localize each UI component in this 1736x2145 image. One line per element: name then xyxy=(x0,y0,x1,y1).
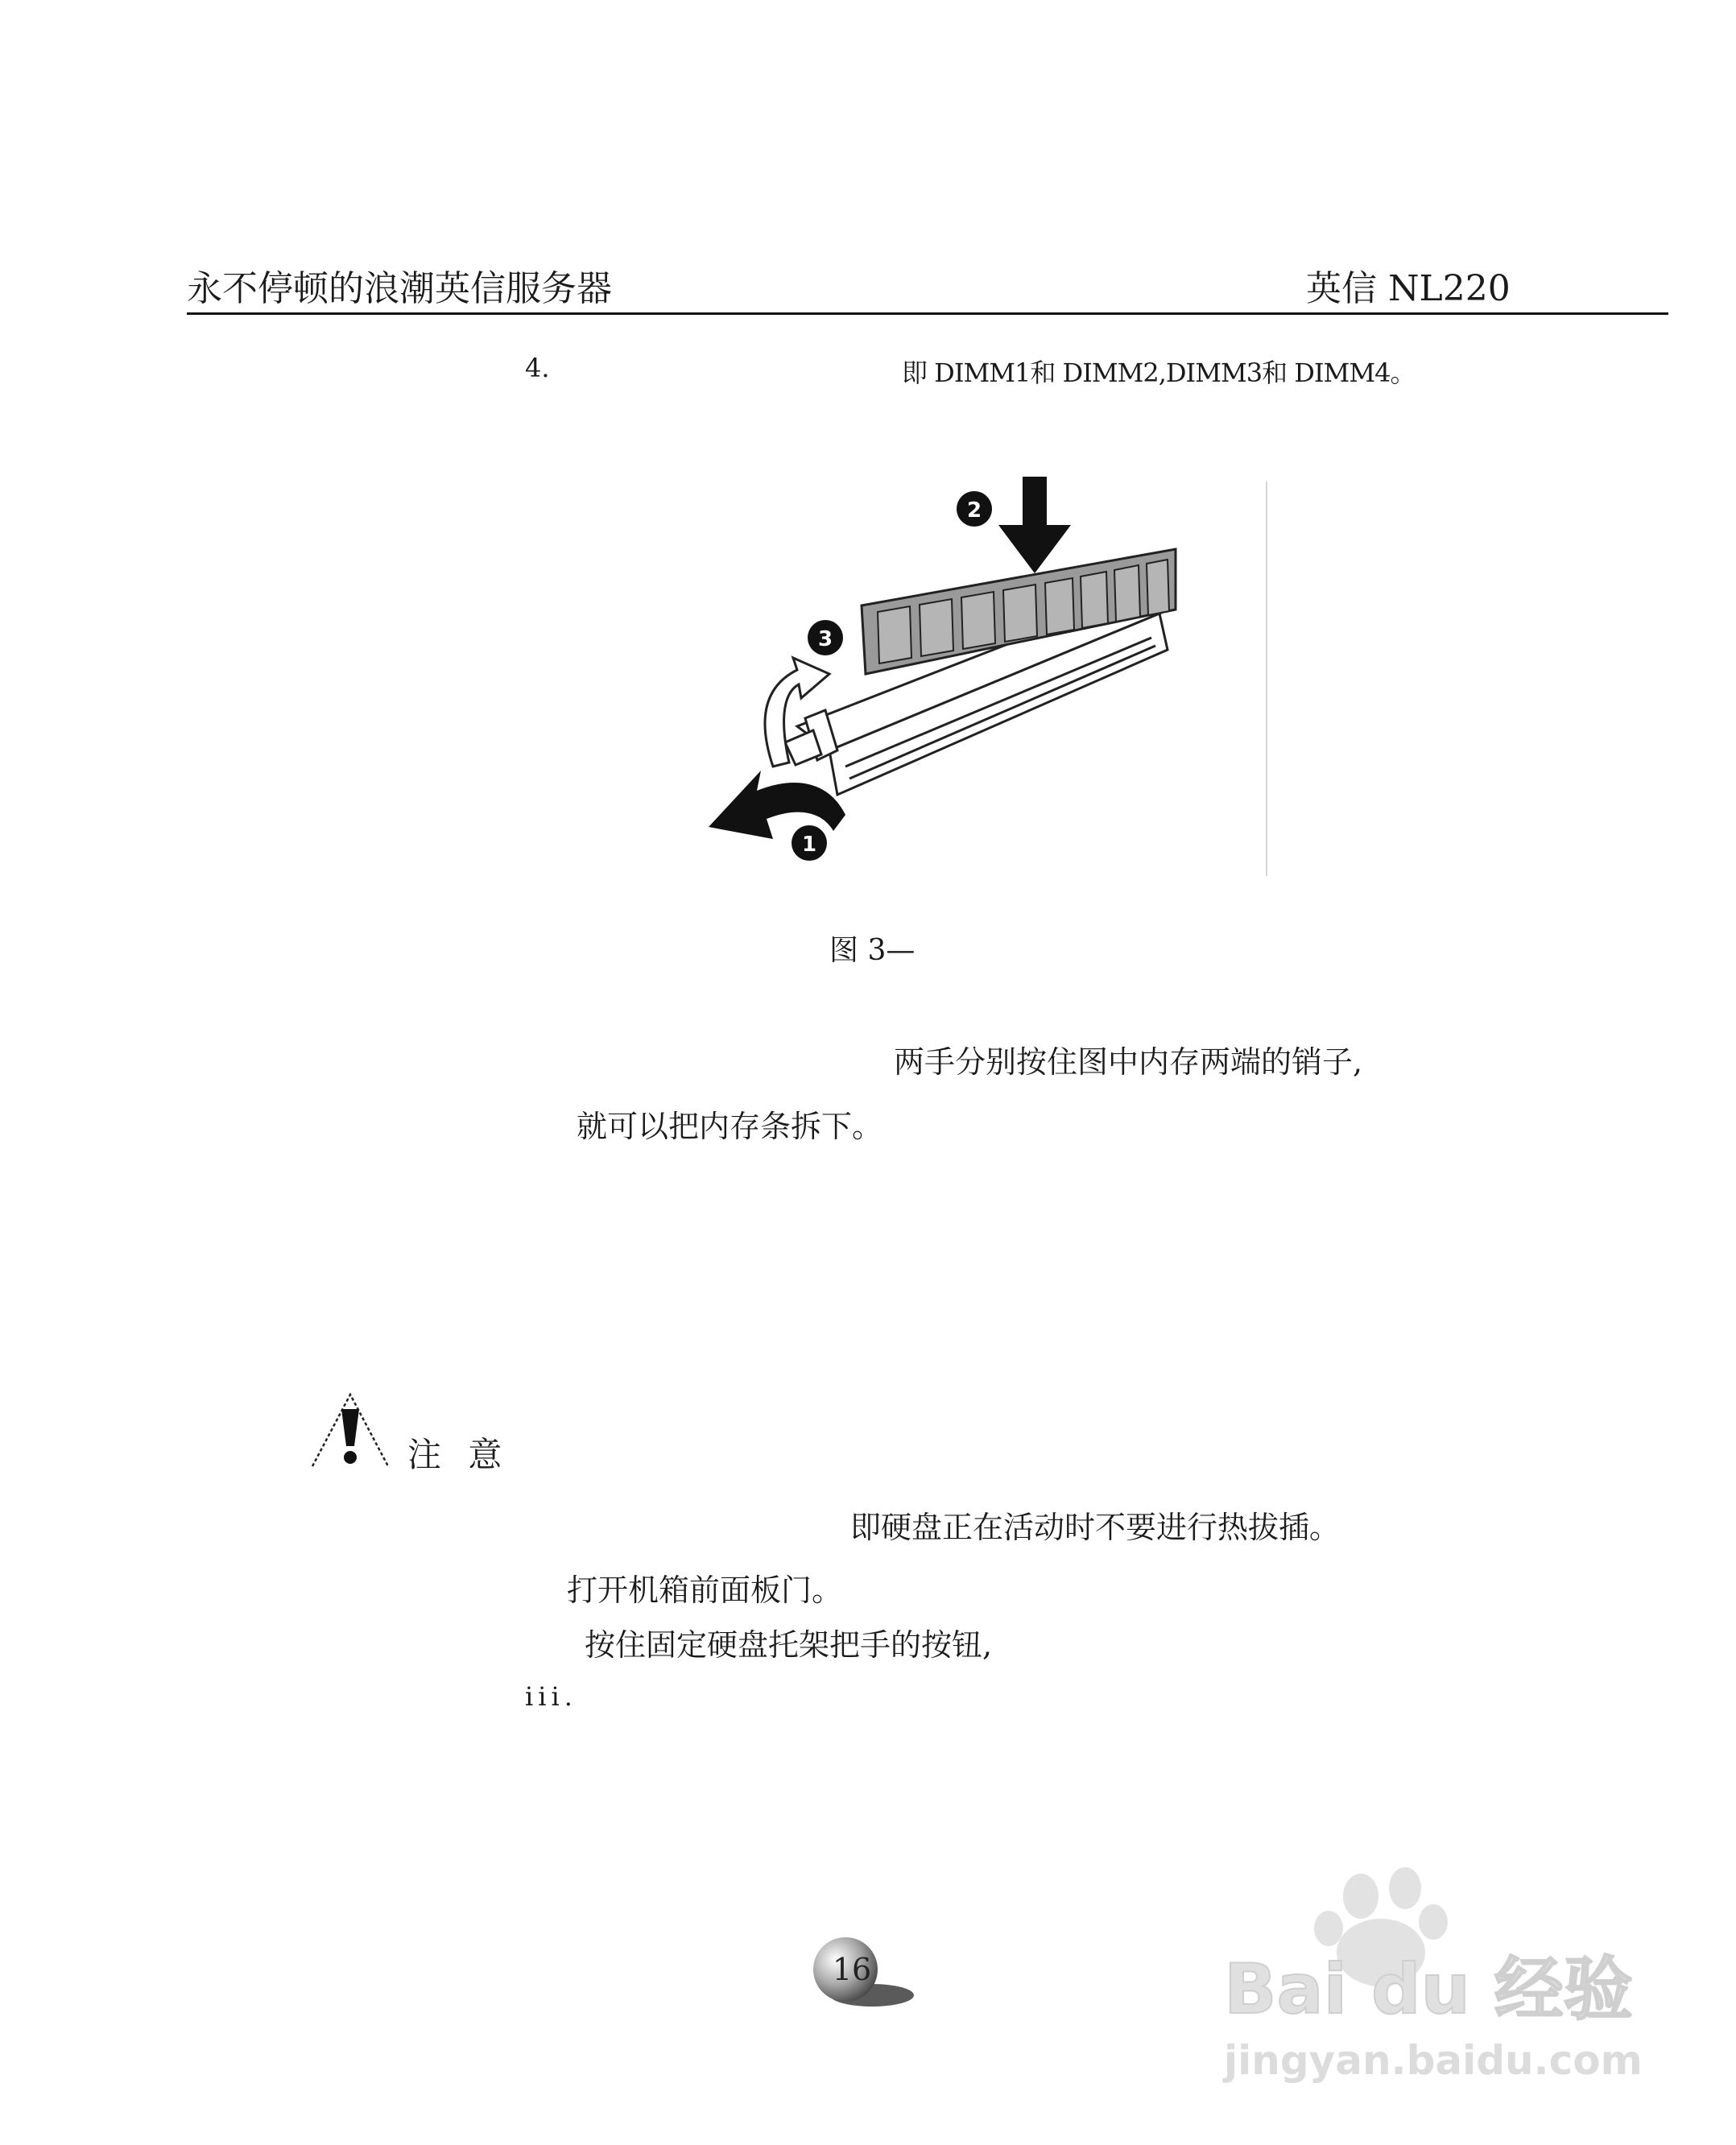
figure-divider xyxy=(1266,481,1267,876)
notice-line-3: 按住固定硬盘托架把手的按钮, xyxy=(585,1627,993,1663)
dimm-install-illustration xyxy=(709,477,1272,879)
figure-caption: 图 3— xyxy=(829,934,916,967)
paragraph-2: 就可以把内存条拆下。 xyxy=(577,1109,883,1144)
svg-text:Bai du 经验: Bai du 经验 xyxy=(1224,1949,1633,2030)
arrow-down-icon xyxy=(998,477,1071,573)
arrow-curved-left-icon xyxy=(709,771,845,839)
notice-line-1: 即硬盘正在活动时不要进行热拔插。 xyxy=(850,1510,1341,1545)
notice-label: 注 意 xyxy=(407,1435,510,1474)
step-number: 4. xyxy=(525,353,550,383)
svg-text:1: 1 xyxy=(801,833,817,857)
notice-line-4: iii. xyxy=(525,1681,577,1712)
notice-line-2: 打开机箱前面板门。 xyxy=(567,1573,843,1608)
header-title-left: 永不停顿的浪潮英信服务器 xyxy=(187,268,612,309)
step-text: 即 DIMM1和 DIMM2,DIMM3和 DIMM4。 xyxy=(902,358,1416,388)
svg-text:3: 3 xyxy=(817,627,833,651)
header-title-right: 英信 NL220 xyxy=(1306,268,1511,309)
watermark-url: jingyan.baidu.com xyxy=(1224,2037,1643,2084)
svg-text:2: 2 xyxy=(966,498,982,523)
callout-3 xyxy=(808,620,843,655)
paragraph-1: 两手分别按住图中内存两端的销子, xyxy=(894,1044,1363,1080)
callout-2 xyxy=(957,491,992,527)
warning-icon xyxy=(306,1390,395,1470)
page-number: 16 xyxy=(832,1952,872,1987)
callout-1 xyxy=(792,825,827,861)
header-rule xyxy=(187,312,1668,315)
